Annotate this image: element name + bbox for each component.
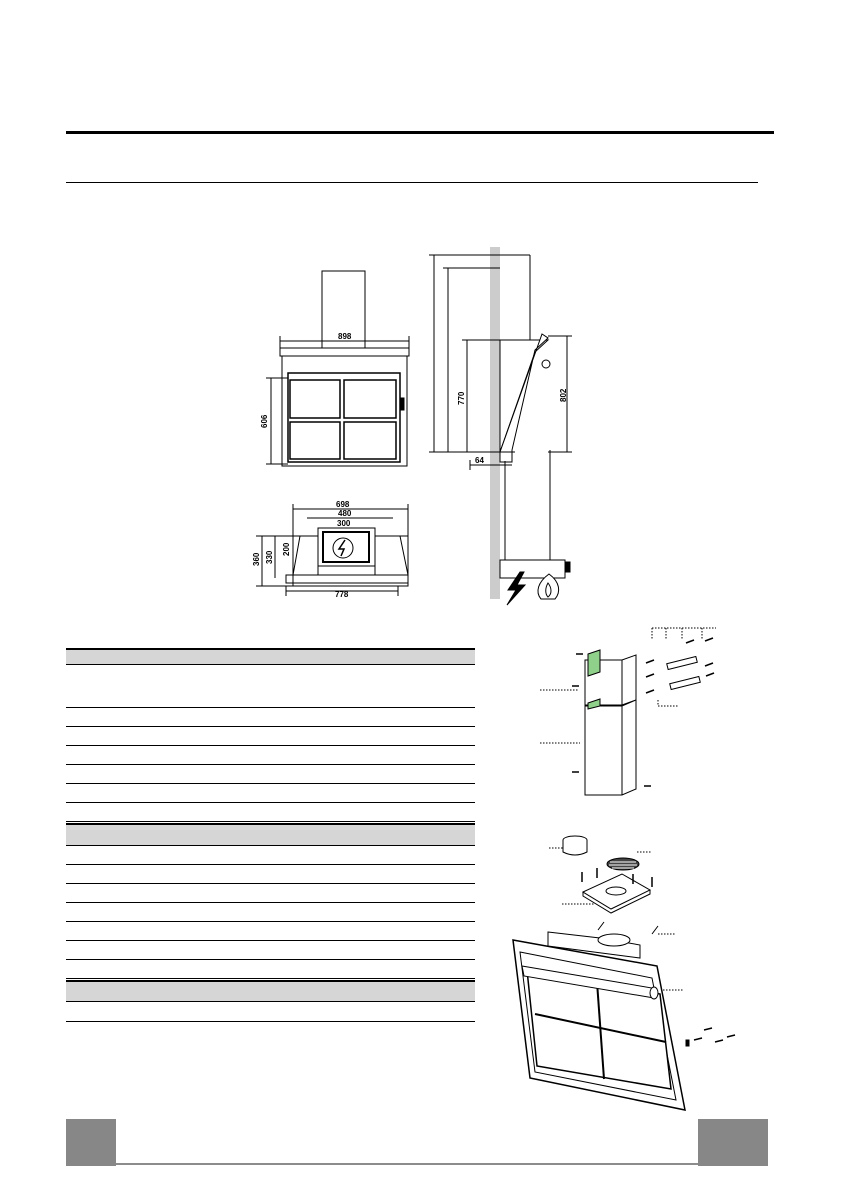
dim-top-360: 360	[252, 552, 261, 566]
table-row	[66, 784, 475, 803]
components-table	[66, 648, 475, 822]
table-row	[66, 960, 475, 979]
table-row	[66, 708, 475, 727]
table-row	[66, 727, 475, 746]
chimney-exploded-view	[540, 628, 716, 795]
footer-page-tab-left	[66, 1119, 116, 1166]
dim-top-mid: 480	[338, 509, 352, 518]
front-view-diagram	[266, 271, 409, 466]
table-row	[66, 765, 475, 784]
top-view-diagram	[256, 504, 408, 596]
dim-wall-offset: 64	[475, 456, 484, 465]
table-row	[66, 941, 475, 960]
table-row	[66, 665, 475, 708]
table-row	[66, 846, 475, 865]
dim-top-200: 200	[282, 542, 291, 556]
dim-side-770: 770	[457, 391, 466, 405]
table-row	[66, 803, 475, 822]
table-row	[66, 884, 475, 903]
table-row	[66, 746, 475, 765]
dim-top-outer: 698	[336, 500, 350, 509]
components-table-header	[66, 648, 475, 665]
wall	[490, 247, 500, 599]
footer-page-tab-right	[698, 1119, 768, 1166]
documentation-table	[66, 980, 475, 1022]
table-row	[66, 903, 475, 922]
hood-exploded-view	[513, 836, 735, 1110]
dim-top-inner: 300	[337, 519, 351, 528]
documentation-table-header	[66, 980, 475, 1002]
dim-front-height: 606	[260, 414, 269, 428]
dim-bottom-width: 778	[335, 590, 349, 599]
table-row	[66, 922, 475, 941]
installation-table-header	[66, 823, 475, 846]
table-row	[66, 1002, 475, 1022]
dim-top-330: 330	[265, 550, 274, 564]
dim-side-802: 802	[559, 388, 568, 402]
dim-front-width: 898	[338, 332, 352, 341]
table-row	[66, 865, 475, 884]
side-view-diagram	[429, 247, 572, 605]
installation-table	[66, 823, 475, 979]
footer-rule	[116, 1163, 698, 1165]
